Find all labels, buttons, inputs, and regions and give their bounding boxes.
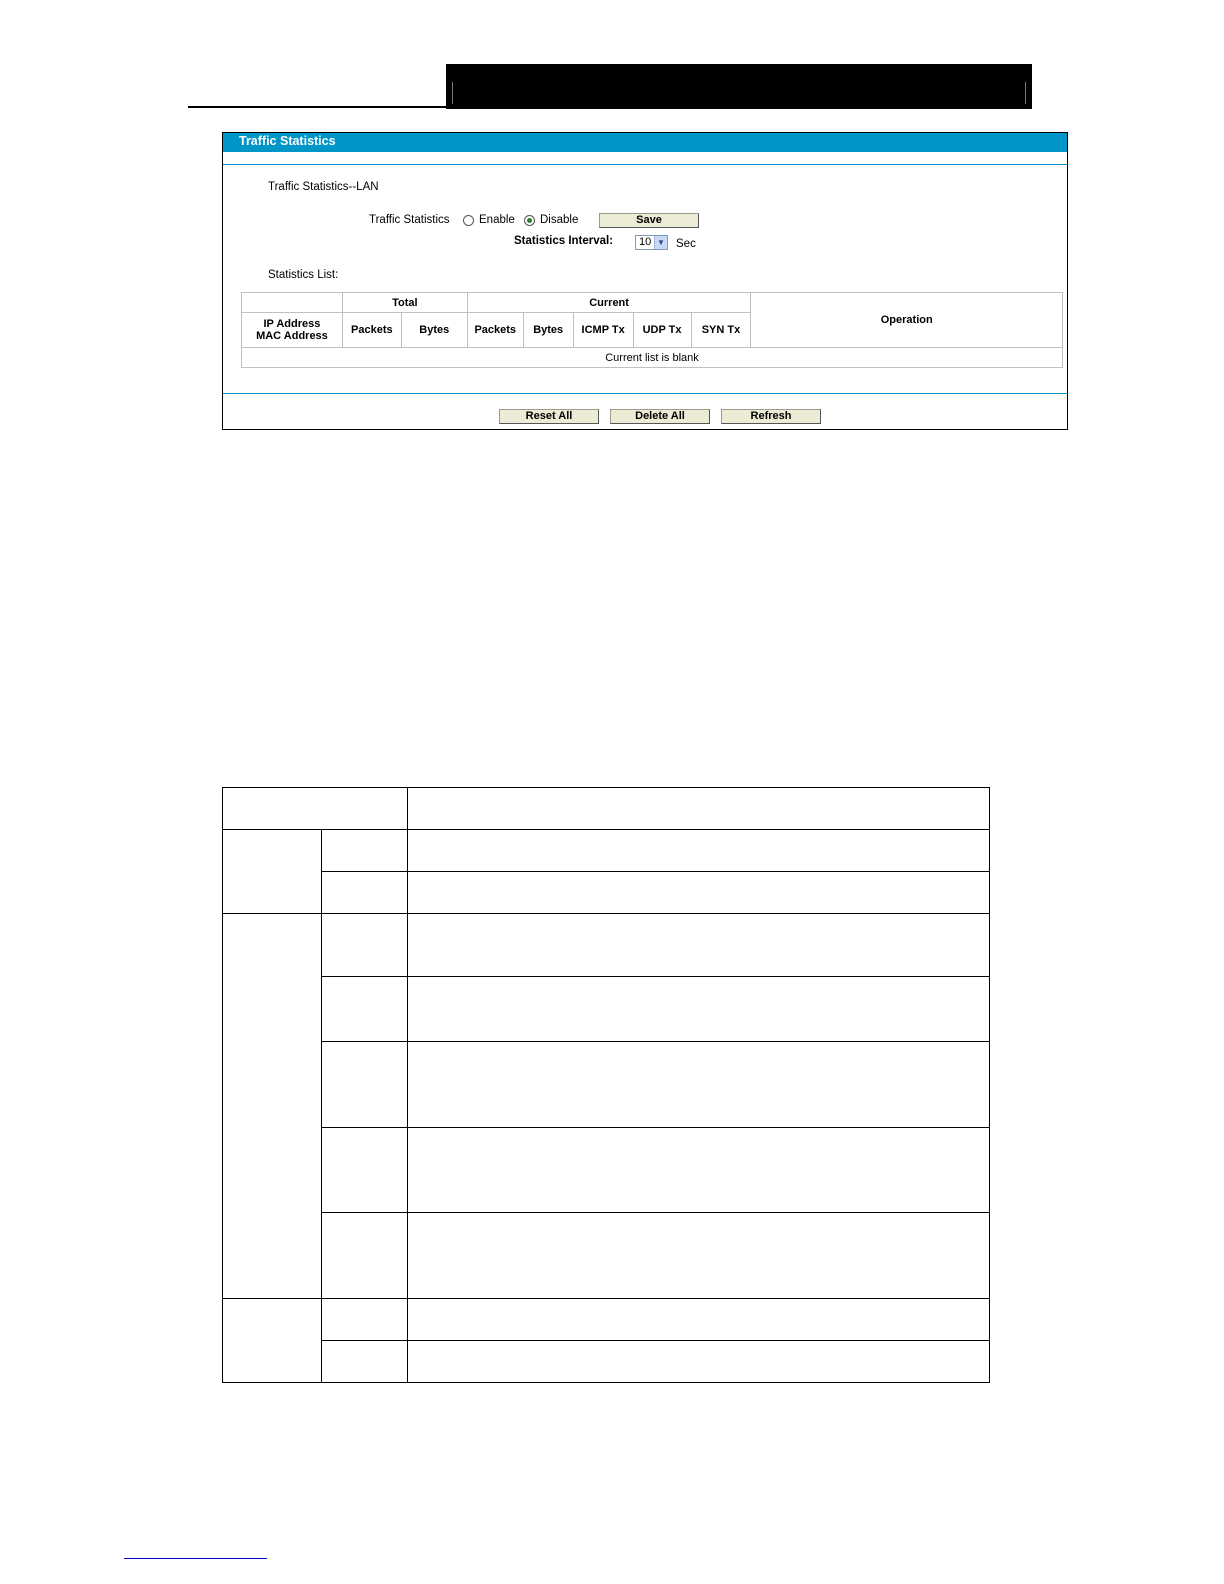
statistics-interval-select[interactable] [635, 235, 668, 250]
header-rule [188, 106, 448, 108]
traffic-statistics-label: Traffic Statistics [369, 214, 450, 226]
interval-unit: Sec [676, 238, 696, 250]
desc-header-cell [408, 788, 990, 830]
total-packets-header: Packets [342, 313, 401, 348]
operation-header: Operation [751, 293, 1063, 348]
total-bytes-header: Bytes [401, 313, 467, 348]
current-packets-header: Packets [467, 313, 523, 348]
panel-divider [223, 164, 1067, 165]
udp-tx-header: UDP Tx [633, 313, 691, 348]
desc-item-cell [322, 914, 408, 977]
section-label: Traffic Statistics--LAN [268, 181, 379, 193]
desc-text-cell [408, 872, 990, 914]
statistics-interval-value: 10 [639, 236, 652, 248]
desc-group-cell [223, 914, 322, 1299]
current-bytes-header: Bytes [523, 313, 573, 348]
desc-item-cell [322, 977, 408, 1042]
desc-text-cell [408, 830, 990, 872]
disable-radio[interactable] [524, 215, 535, 226]
desc-text-cell [408, 914, 990, 977]
desc-item-cell [322, 1128, 408, 1213]
enable-label: Enable [479, 214, 515, 226]
desc-item-cell [322, 1042, 408, 1128]
header-bar [446, 64, 1032, 109]
mac-address-header: MAC Address [256, 330, 328, 342]
desc-group-cell [223, 830, 322, 914]
desc-text-cell [408, 1128, 990, 1213]
desc-text-cell [408, 1042, 990, 1128]
description-table [222, 787, 990, 1383]
desc-item-cell [322, 830, 408, 872]
panel-divider [223, 393, 1067, 394]
address-header [242, 313, 343, 348]
statistics-table [241, 292, 1063, 368]
statistics-interval-label: Statistics Interval: [514, 235, 614, 247]
reset-all-button[interactable]: Reset All [499, 409, 599, 424]
icmp-tx-header: ICMP Tx [573, 313, 633, 348]
desc-text-cell [408, 1341, 990, 1383]
refresh-button[interactable]: Refresh [721, 409, 821, 424]
chevron-down-icon: ▼ [654, 236, 667, 249]
statistics-list-label: Statistics List: [268, 269, 339, 281]
footer-link-underline[interactable] [124, 1558, 267, 1559]
panel-title: Traffic Statistics [223, 133, 1067, 152]
header-bar-mark [452, 82, 453, 104]
desc-item-cell [322, 1341, 408, 1383]
desc-item-cell [322, 872, 408, 914]
save-button[interactable]: Save [599, 213, 699, 228]
ip-address-header: IP Address [263, 318, 321, 330]
desc-group-cell [223, 1299, 322, 1383]
disable-label: Disable [540, 214, 579, 226]
header-bar-mark [1025, 82, 1026, 104]
desc-text-cell [408, 977, 990, 1042]
desc-item-cell [322, 1213, 408, 1299]
desc-text-cell [408, 1213, 990, 1299]
empty-list-message: Current list is blank [242, 348, 1063, 368]
enable-radio[interactable] [463, 215, 474, 226]
delete-all-button[interactable]: Delete All [610, 409, 710, 424]
current-group-header: Current [467, 293, 751, 313]
syn-tx-header: SYN Tx [691, 313, 751, 348]
desc-item-cell [322, 1299, 408, 1341]
table-corner-cell [242, 293, 343, 313]
total-group-header: Total [342, 293, 467, 313]
traffic-statistics-panel [222, 132, 1068, 430]
desc-text-cell [408, 1299, 990, 1341]
desc-header-cell [223, 788, 408, 830]
